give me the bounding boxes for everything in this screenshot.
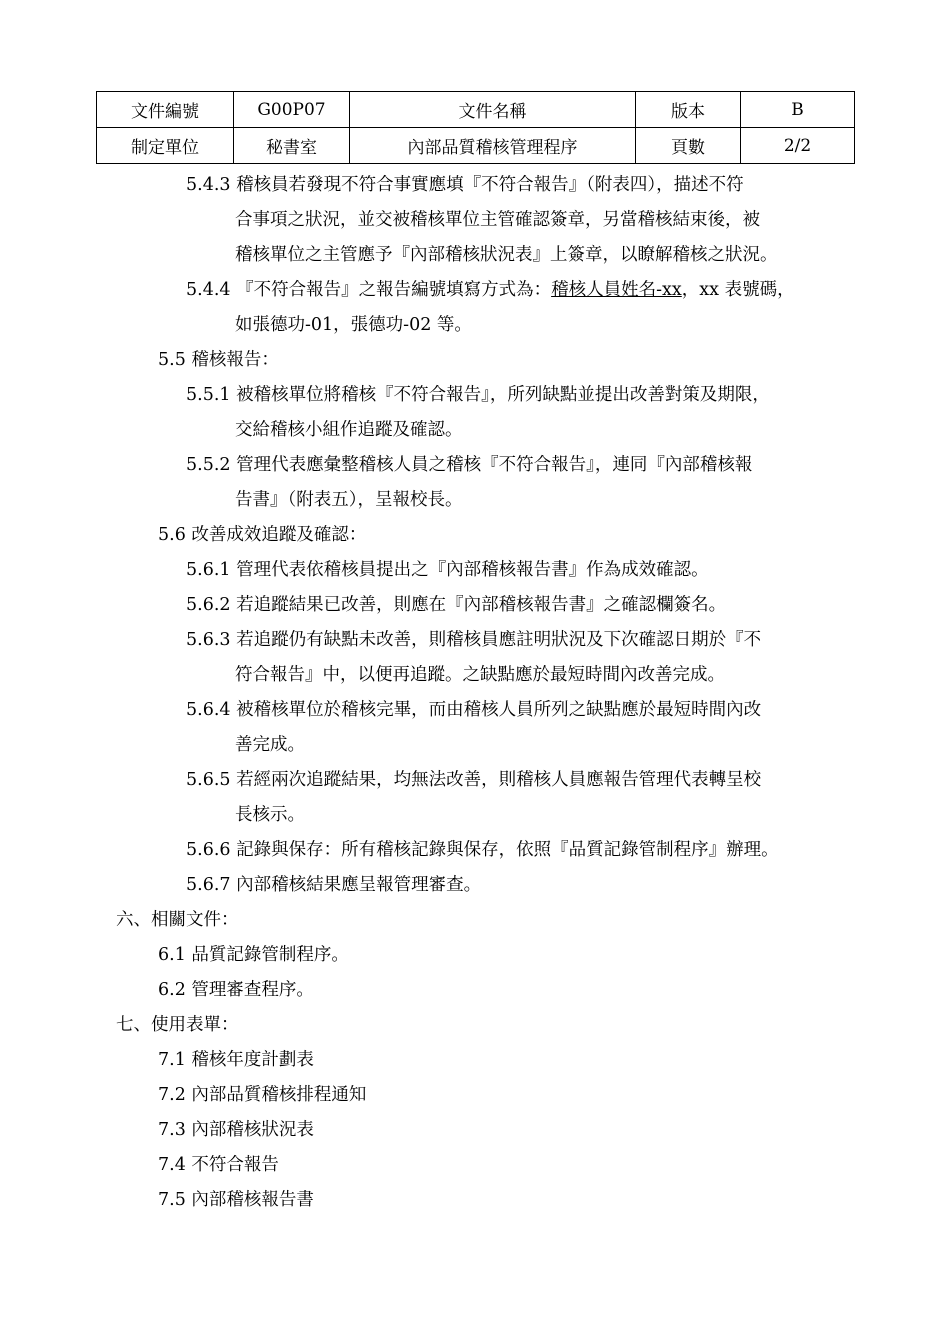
paragraph-5-5-1 xyxy=(0,378,950,413)
item-number: 5.4.4 xyxy=(186,280,231,300)
item-text: 若追蹤仍有缺點未改善，則稽核員應註明狀況及下次確認日期於『不 xyxy=(236,630,762,650)
item-text: 『不符合報告』之報告編號填寫方式為： xyxy=(236,280,552,300)
paragraph-5-6-3-cont: 符合報告』中，以便再追蹤。之缺點應於最短時間內改善完成。 xyxy=(235,665,725,685)
item-text: 被稽核單位於稽核完畢，而由稽核人員所列之缺點應於最短時間內改 xyxy=(236,700,762,720)
item-number: 5.6.7 xyxy=(186,875,231,895)
paragraph-5-5-2-cont: 告書』（附表五），呈報校長。 xyxy=(235,490,463,510)
item-number: 5.6.3 xyxy=(186,630,231,650)
paragraph-5-6-6 xyxy=(0,833,950,868)
pages-label: 頁數 xyxy=(636,128,741,164)
section-5-6-heading: 5.6 改善成效追蹤及確認： xyxy=(158,525,367,545)
form-item: 7.2 內部品質稽核排程通知 xyxy=(158,1085,367,1105)
underlined-format: 稽核人員姓名-xx xyxy=(551,280,682,300)
form-item: 7.4 不符合報告 xyxy=(158,1155,279,1175)
unit-label: 制定單位 xyxy=(97,128,234,164)
item-number: 5.6.5 xyxy=(186,770,231,790)
item-text: 若追蹤結果已改善，則應在『內部稽核報告書』之確認欄簽名。 xyxy=(236,595,727,615)
doc-name-value: 內部品質稽核管理程序 xyxy=(350,128,636,164)
paragraph-5-6-4-cont: 善完成。 xyxy=(235,735,305,755)
item-text: 被稽核單位將稽核『不符合報告』，所列缺點並提出改善對策及期限， xyxy=(236,385,770,405)
header-row-1 xyxy=(97,92,855,128)
doc-number-value: G00P07 xyxy=(234,92,350,128)
document-body xyxy=(0,168,950,1218)
section-7-heading: 七、使用表單： xyxy=(116,1015,239,1035)
item-text: 內部稽核結果應呈報管理審查。 xyxy=(236,875,482,895)
doc-number-label: 文件編號 xyxy=(97,92,234,128)
item-text: 若經兩次追蹤結果，均無法改善，則稽核人員應報告管理代表轉呈校 xyxy=(236,770,762,790)
document-header-table xyxy=(96,91,855,164)
item-text: 稽核員若發現不符合事實應填『不符合報告』（附表四），描述不符 xyxy=(236,175,744,195)
paragraph-5-6-5 xyxy=(0,763,950,798)
item-text: 記錄與保存：所有稽核記錄與保存，依照『品質記錄管制程序』辦理。 xyxy=(236,840,779,860)
item-number: 5.6.2 xyxy=(186,595,231,615)
paragraph-5-5-1-cont: 交給稽核小組作追蹤及確認。 xyxy=(235,420,463,440)
version-value: B xyxy=(741,92,855,128)
related-doc-item: 6.2 管理審查程序。 xyxy=(158,980,314,1000)
paragraph-5-6-5-cont: 長核示。 xyxy=(235,805,305,825)
paragraph-5-4-4-cont: 如張德功-01，張德功-02 等。 xyxy=(235,315,472,335)
paragraph-5-6-1 xyxy=(0,553,950,588)
form-item: 7.1 稽核年度計劃表 xyxy=(158,1050,314,1070)
item-number: 5.6.6 xyxy=(186,840,231,860)
paragraph-5-6-4 xyxy=(0,693,950,728)
paragraph-5-5-2 xyxy=(0,448,950,483)
paragraph-5-6-7 xyxy=(0,868,950,903)
item-number: 5.6.1 xyxy=(186,560,231,580)
item-number: 5.4.3 xyxy=(186,175,231,195)
item-text: 管理代表依稽核員提出之『內部稽核報告書』作為成效確認。 xyxy=(236,560,709,580)
form-item: 7.5 內部稽核報告書 xyxy=(158,1190,314,1210)
item-number: 5.5.1 xyxy=(186,385,231,405)
unit-value: 秘書室 xyxy=(234,128,350,164)
form-item: 7.3 內部稽核狀況表 xyxy=(158,1120,314,1140)
paragraph-5-4-3-cont: 稽核單位之主管應予『內部稽核狀況表』上簽章，以瞭解稽核之狀況。 xyxy=(235,245,778,265)
section-5-5-heading: 5.5 稽核報告： xyxy=(158,350,279,370)
paragraph-5-4-3 xyxy=(0,168,950,203)
item-text: ，xx 表號碼， xyxy=(681,280,795,300)
related-doc-item: 6.1 品質記錄管制程序。 xyxy=(158,945,349,965)
paragraph-5-4-3-cont: 合事項之狀況，並交被稽核單位主管確認簽章，另當稽核結束後，被 xyxy=(235,210,760,230)
item-number: 5.5.2 xyxy=(186,455,231,475)
version-label: 版本 xyxy=(636,92,741,128)
paragraph-5-6-3 xyxy=(0,623,950,658)
item-number: 5.6.4 xyxy=(186,700,231,720)
paragraph-5-6-2 xyxy=(0,588,950,623)
paragraph-5-4-4 xyxy=(0,273,950,308)
pages-value: 2/2 xyxy=(741,128,855,164)
header-row-2 xyxy=(97,128,855,164)
item-text: 管理代表應彙整稽核人員之稽核『不符合報告』，連同『內部稽核報 xyxy=(236,455,753,475)
doc-name-label: 文件名稱 xyxy=(350,92,636,128)
section-6-heading: 六、相關文件： xyxy=(116,910,239,930)
